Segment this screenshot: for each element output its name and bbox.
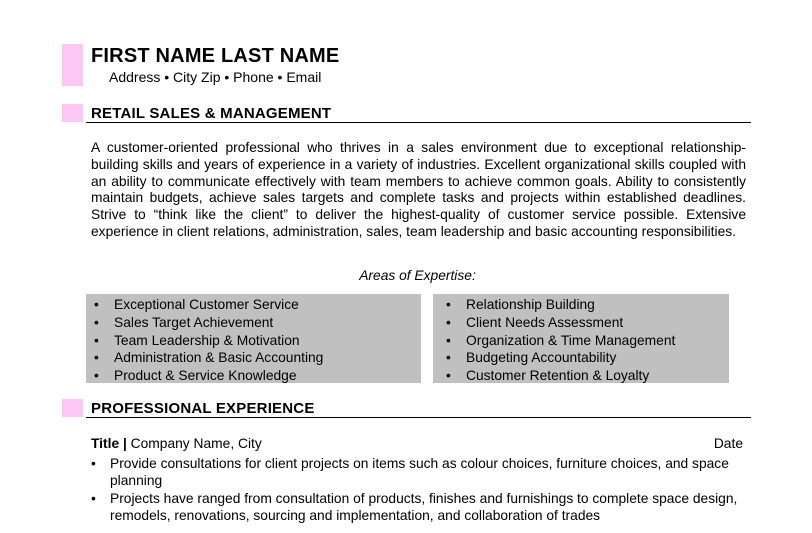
summary-heading: RETAIL SALES & MANAGEMENT [91,105,332,122]
bullet: • [94,350,99,366]
expertise-item-label: Product & Service Knowledge [114,368,297,384]
bullet: • [94,332,99,348]
expertise-item-label: Team Leadership & Motivation [114,332,300,348]
name-accent-block [62,44,83,86]
expertise-item [438,332,675,350]
expertise-item-label: Exceptional Customer Service [114,297,299,312]
expertise-item [438,367,675,385]
expertise-item [86,332,323,350]
expertise-item-label: Administration & Basic Accounting [114,350,324,366]
expertise-list-left [86,296,323,385]
summary-accent-block [62,104,83,122]
job-duties-list [91,455,741,525]
expertise-list-right [438,296,675,385]
bullet: • [446,297,451,312]
job-duty [91,490,741,524]
bullet: • [94,314,99,330]
expertise-title: Areas of Expertise: [359,268,476,283]
expertise-item [86,314,323,332]
bullet: • [91,491,96,506]
summary-heading-rule [86,122,751,123]
summary-paragraph: A customer-oriented professional who thrives in a sales environment due to exceptional relationship-building skills and years of experience in a variety of industries. Excellent organizational skills coupled with an ability to communicate effectively with team members to achieve common goals. Ability to consistently maintain budgets, achieve sales targets and complete tasks and projects within established deadlines. Strive to “think like the client” to deliver the highest-quality of customer service possible. Extensive experience in client relations, administration, sales, team leadership and basic accounting responsibilities. [91,140,746,239]
expertise-item [86,349,323,367]
bullet: • [446,332,451,348]
job-duty-text: Projects have ranged from consultation of products, finishes and furnishings to complete space design, remodels, renovations, sourcing and implementation, and collaboration of trades [110,491,738,523]
bullet: • [94,297,99,312]
expertise-column-divider [421,294,433,383]
experience-heading-rule [86,417,751,418]
job-date: Date [713,436,743,451]
bullet: • [446,368,451,384]
bullet: • [446,350,451,366]
applicant-name: FIRST NAME LAST NAME [91,45,340,67]
expertise-item-label: Relationship Building [466,297,595,312]
expertise-item-label: Organization & Time Management [466,332,676,348]
expertise-item [438,349,675,367]
expertise-item [438,296,675,314]
job-title-separator: | [119,436,131,451]
expertise-item [438,314,675,332]
expertise-item-label: Budgeting Accountability [466,350,617,366]
expertise-box [86,294,729,383]
bullet: • [446,314,451,330]
job-company: Company Name, City [130,436,262,451]
expertise-item-label: Sales Target Achievement [114,314,274,330]
expertise-item-label: Customer Retention & Loyalty [466,368,650,384]
job-duty [91,455,741,489]
expertise-item [86,367,323,385]
expertise-item [86,296,323,314]
job-duty-text: Provide consultations for client projects on items such as colour choices, furniture choices, and space planning [110,456,729,488]
bullet: • [91,456,96,471]
experience-accent-block [62,399,83,417]
experience-heading: PROFESSIONAL EXPERIENCE [91,400,315,417]
expertise-item-label: Client Needs Assessment [466,314,624,330]
contact-line: Address • City Zip • Phone • Email [109,69,322,85]
job-title-line [91,436,262,451]
bullet: • [94,368,99,384]
job-title: Title [91,436,120,451]
